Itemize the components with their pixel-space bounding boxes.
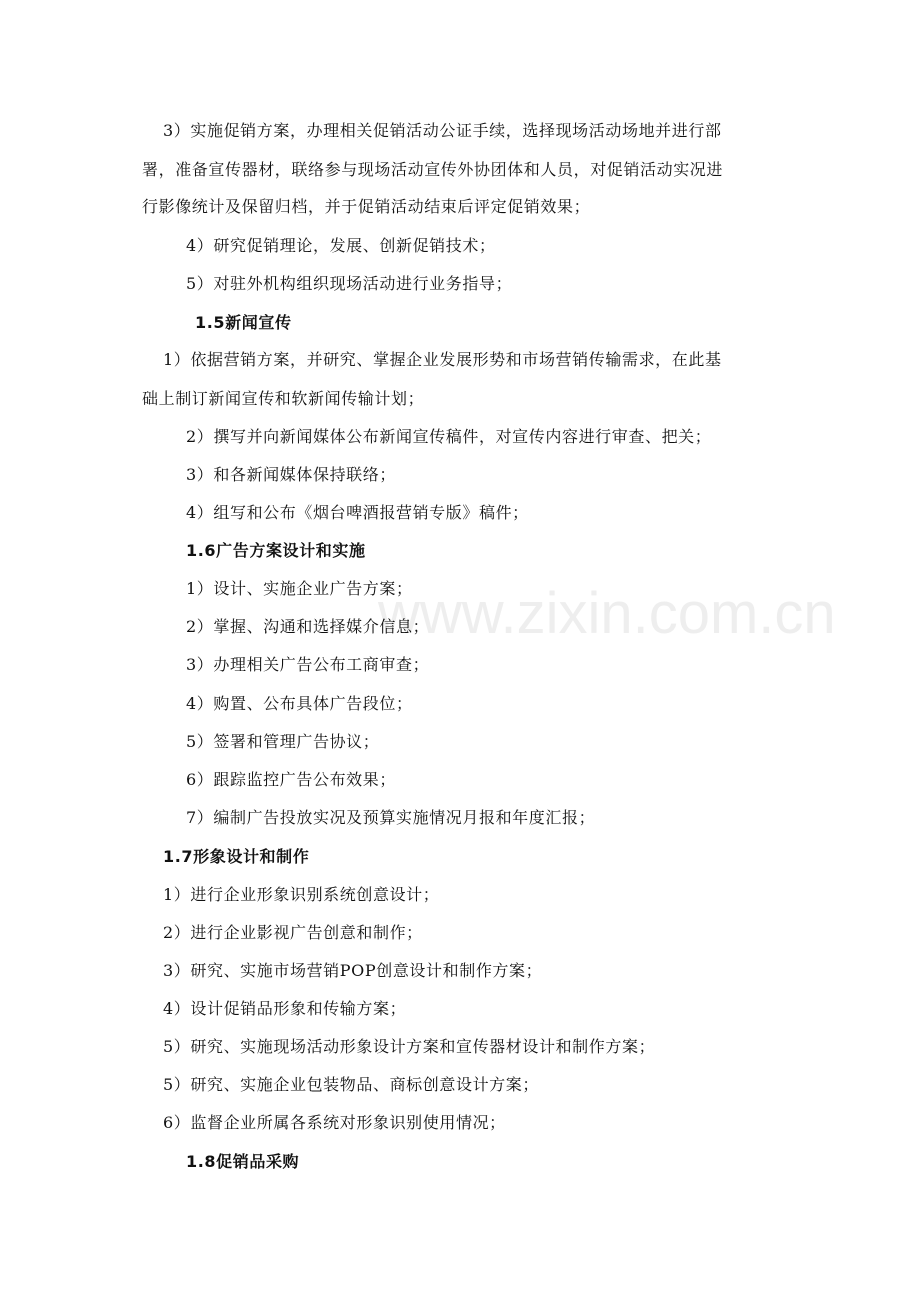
list-item: 5）对驻外机构组织现场活动进行业务指导； <box>186 274 513 293</box>
paragraph-line: 3）实施促销方案，办理相关促销活动公证手续，选择现场活动场地并进行部 <box>163 121 722 140</box>
paragraph-line: 础上制订新闻宣传和软新闻传输计划； <box>142 389 425 408</box>
list-item: 2）掌握、沟通和选择媒介信息； <box>186 617 430 636</box>
list-item: 7）编制广告投放实况及预算实施情况月报和年度汇报； <box>186 808 596 827</box>
list-item: 2）进行企业影视广告创意和制作； <box>163 923 423 942</box>
section-heading: 1.7形象设计和制作 <box>163 847 310 866</box>
section-heading: 1.8促销品采购 <box>186 1152 300 1171</box>
paragraph-line: 署，准备宣传器材，联络参与现场活动宣传外协团体和人员，对促销活动实况进 <box>142 160 724 179</box>
list-item: 5）签署和管理广告协议； <box>186 732 380 751</box>
list-item: 4）研究促销理论，发展、创新促销技术； <box>186 236 496 255</box>
section-heading: 1.6广告方案设计和实施 <box>186 541 366 560</box>
list-item: 6）监督企业所属各系统对形象识别使用情况； <box>163 1113 506 1132</box>
list-item: 5）研究、实施现场活动形象设计方案和宣传器材设计和制作方案； <box>163 1037 656 1056</box>
paragraph-line: 行影像统计及保留归档，并于促销活动结束后评定促销效果； <box>142 197 591 216</box>
list-item: 4）组写和公布《烟台啤酒报营销专版》稿件； <box>186 503 529 522</box>
list-item: 3）和各新闻媒体保持联络； <box>186 465 396 484</box>
section-heading: 1.5新闻宣传 <box>195 313 292 332</box>
list-item: 5）研究、实施企业包装物品、商标创意设计方案； <box>163 1075 539 1094</box>
list-item: 2）撰写并向新闻媒体公布新闻宣传稿件，对宣传内容进行审查、把关； <box>186 427 712 446</box>
list-item: 1）进行企业形象识别系统创意设计； <box>163 885 440 904</box>
watermark: www.zixin.com.cn <box>378 581 836 646</box>
list-item: 3）办理相关广告公布工商审查； <box>186 655 430 674</box>
list-item: 6）跟踪监控广告公布效果； <box>186 770 396 789</box>
list-item: 1）设计、实施企业广告方案； <box>186 579 413 598</box>
list-item: 4）设计促销品形象和传输方案； <box>163 999 407 1018</box>
list-item: 4）购置、公布具体广告段位； <box>186 694 413 713</box>
list-item: 3）研究、实施市场营销POP创意设计和制作方案； <box>163 961 543 980</box>
paragraph-line: 1）依据营销方案，并研究、掌握企业发展形势和市场营销传输需求，在此基 <box>163 350 722 369</box>
